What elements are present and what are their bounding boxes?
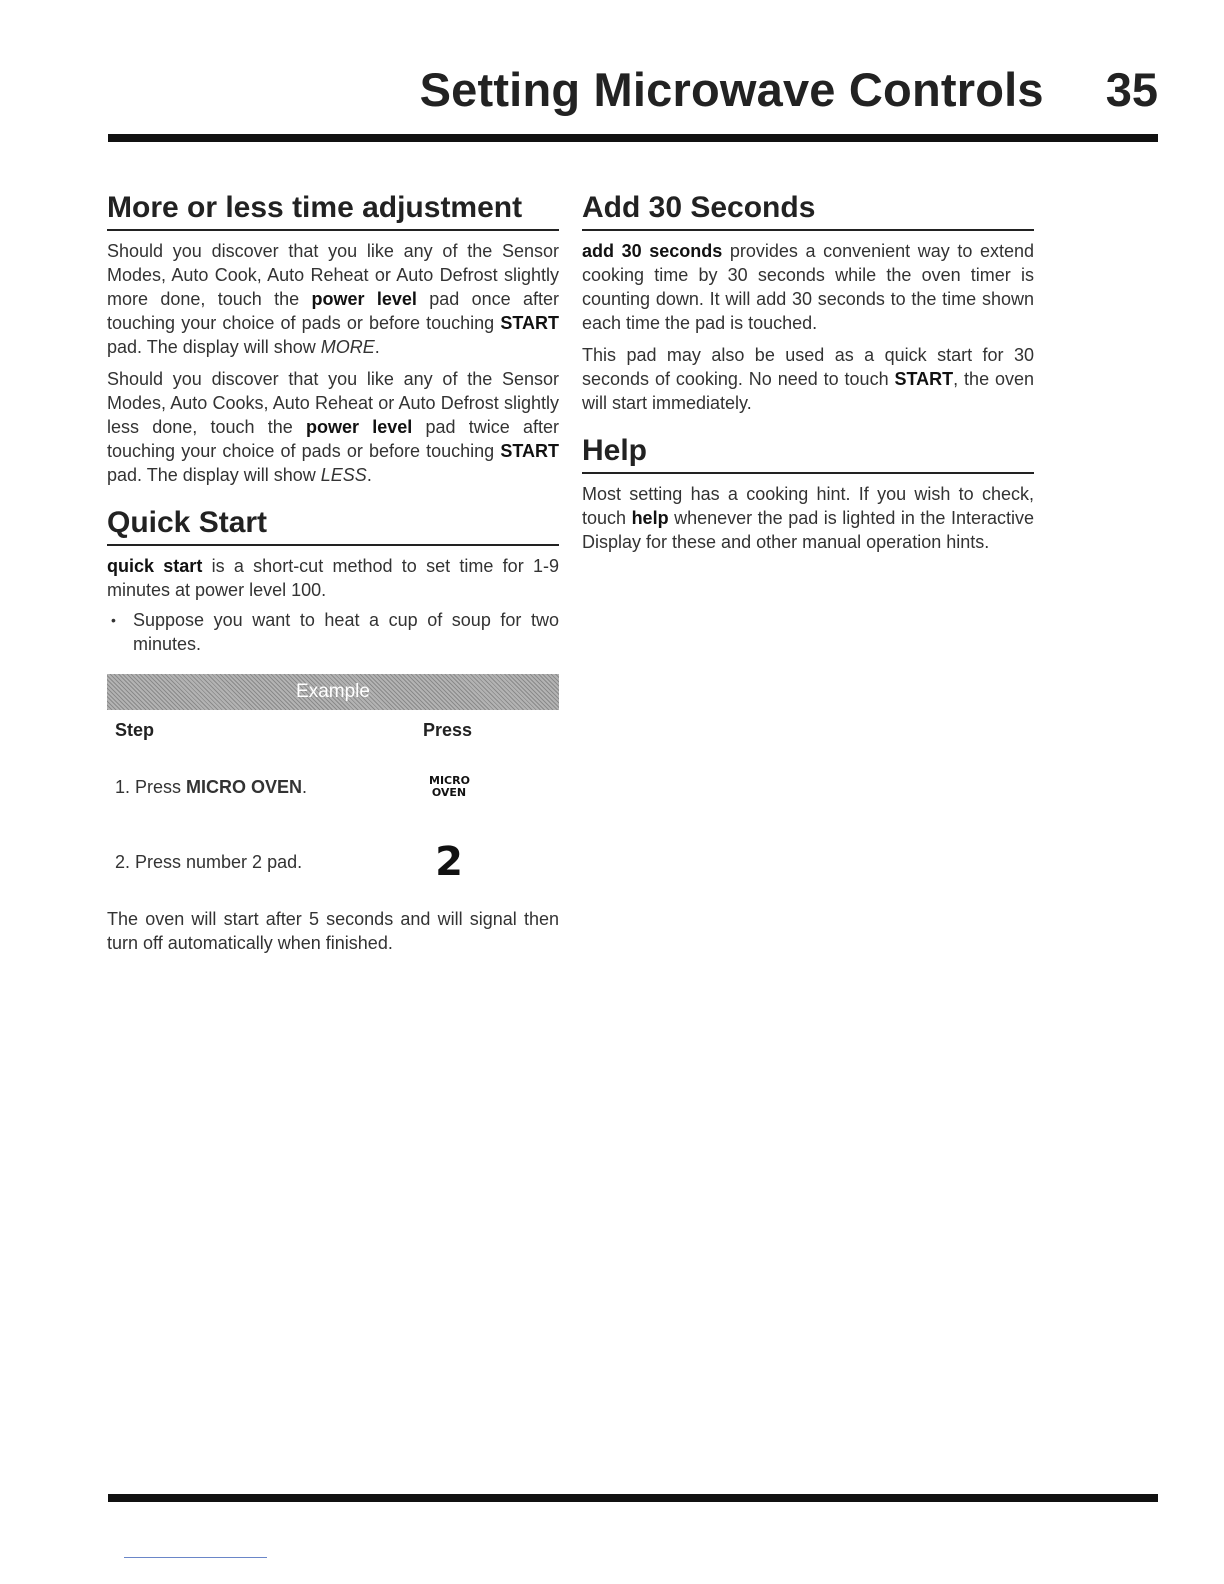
table-row	[107, 767, 559, 807]
help-section	[582, 433, 1034, 554]
footer-blue-line	[124, 1557, 267, 1558]
quick-start-paragraph: quick start is a short-cut method to set time for 1-9 minutes at power level 100.	[107, 556, 559, 600]
more-less-paragraph-1: Should you discover that you like any of the Sensor Modes, Auto Cook, Auto Reheat or Auto Defrost slightly more done, touch the power level pad once after touching your choice of pads or before touching START pad. The display will show MORE.	[107, 241, 559, 357]
add-30-section	[582, 190, 1034, 415]
footer-rule	[108, 1494, 1158, 1502]
step-text: 1. Press MICRO OVEN.	[115, 776, 308, 797]
help-heading: Help	[582, 433, 1034, 474]
number-2-pad-icon: 2	[435, 839, 463, 885]
press-column-header: Press	[423, 720, 473, 740]
micro-oven-pad-icon: MICRO OVEN	[429, 774, 470, 799]
page-number: 35	[1105, 63, 1158, 116]
more-less-section	[107, 190, 559, 487]
step-column-header: Step	[115, 720, 155, 740]
page-header	[108, 62, 1158, 122]
left-column	[107, 190, 559, 955]
table-row	[107, 837, 559, 887]
quick-start-note: The oven will start after 5 seconds and will signal then turn off automatically when finished.	[107, 909, 559, 953]
list-item: • Suppose you want to heat a cup of soup for two minutes.	[111, 610, 559, 654]
quick-start-heading: Quick Start	[107, 505, 559, 546]
right-column	[582, 190, 1034, 554]
step-text: 2. Press number 2 pad.	[115, 851, 303, 872]
add-30-heading: Add 30 Seconds	[582, 190, 1034, 231]
quick-start-section	[107, 505, 559, 955]
more-less-heading: More or less time adjustment	[107, 190, 559, 231]
more-less-paragraph-2: Should you discover that you like any of the Sensor Modes, Auto Cooks, Auto Reheat or Auto Defrost slightly less done, touch the power level pad twice after touching your choice of pads or before touching START pad. The display will show LESS.	[107, 369, 559, 485]
example-table-header	[107, 720, 559, 741]
help-paragraph: Most setting has a cooking hint. If you wish to check, touch help whenever the pad is lighted in the Interactive Display for these and other manual operation hints.	[582, 484, 1034, 552]
example-banner: Example	[107, 674, 559, 710]
quick-start-bullets	[107, 608, 559, 656]
header-rule	[108, 134, 1158, 142]
page-title: Setting Microwave Controls	[419, 63, 1044, 116]
add-30-paragraph-2: This pad may also be used as a quick start for 30 seconds of cooking. No need to touch START, the oven will start immediately.	[582, 345, 1035, 413]
add-30-paragraph-1: add 30 seconds provides a convenient way to extend cooking time by 30 seconds while the oven timer is counting down. It will add 30 seconds to the time shown each time the pad is touched.	[582, 241, 1034, 333]
bullet-dot: •	[111, 612, 116, 628]
